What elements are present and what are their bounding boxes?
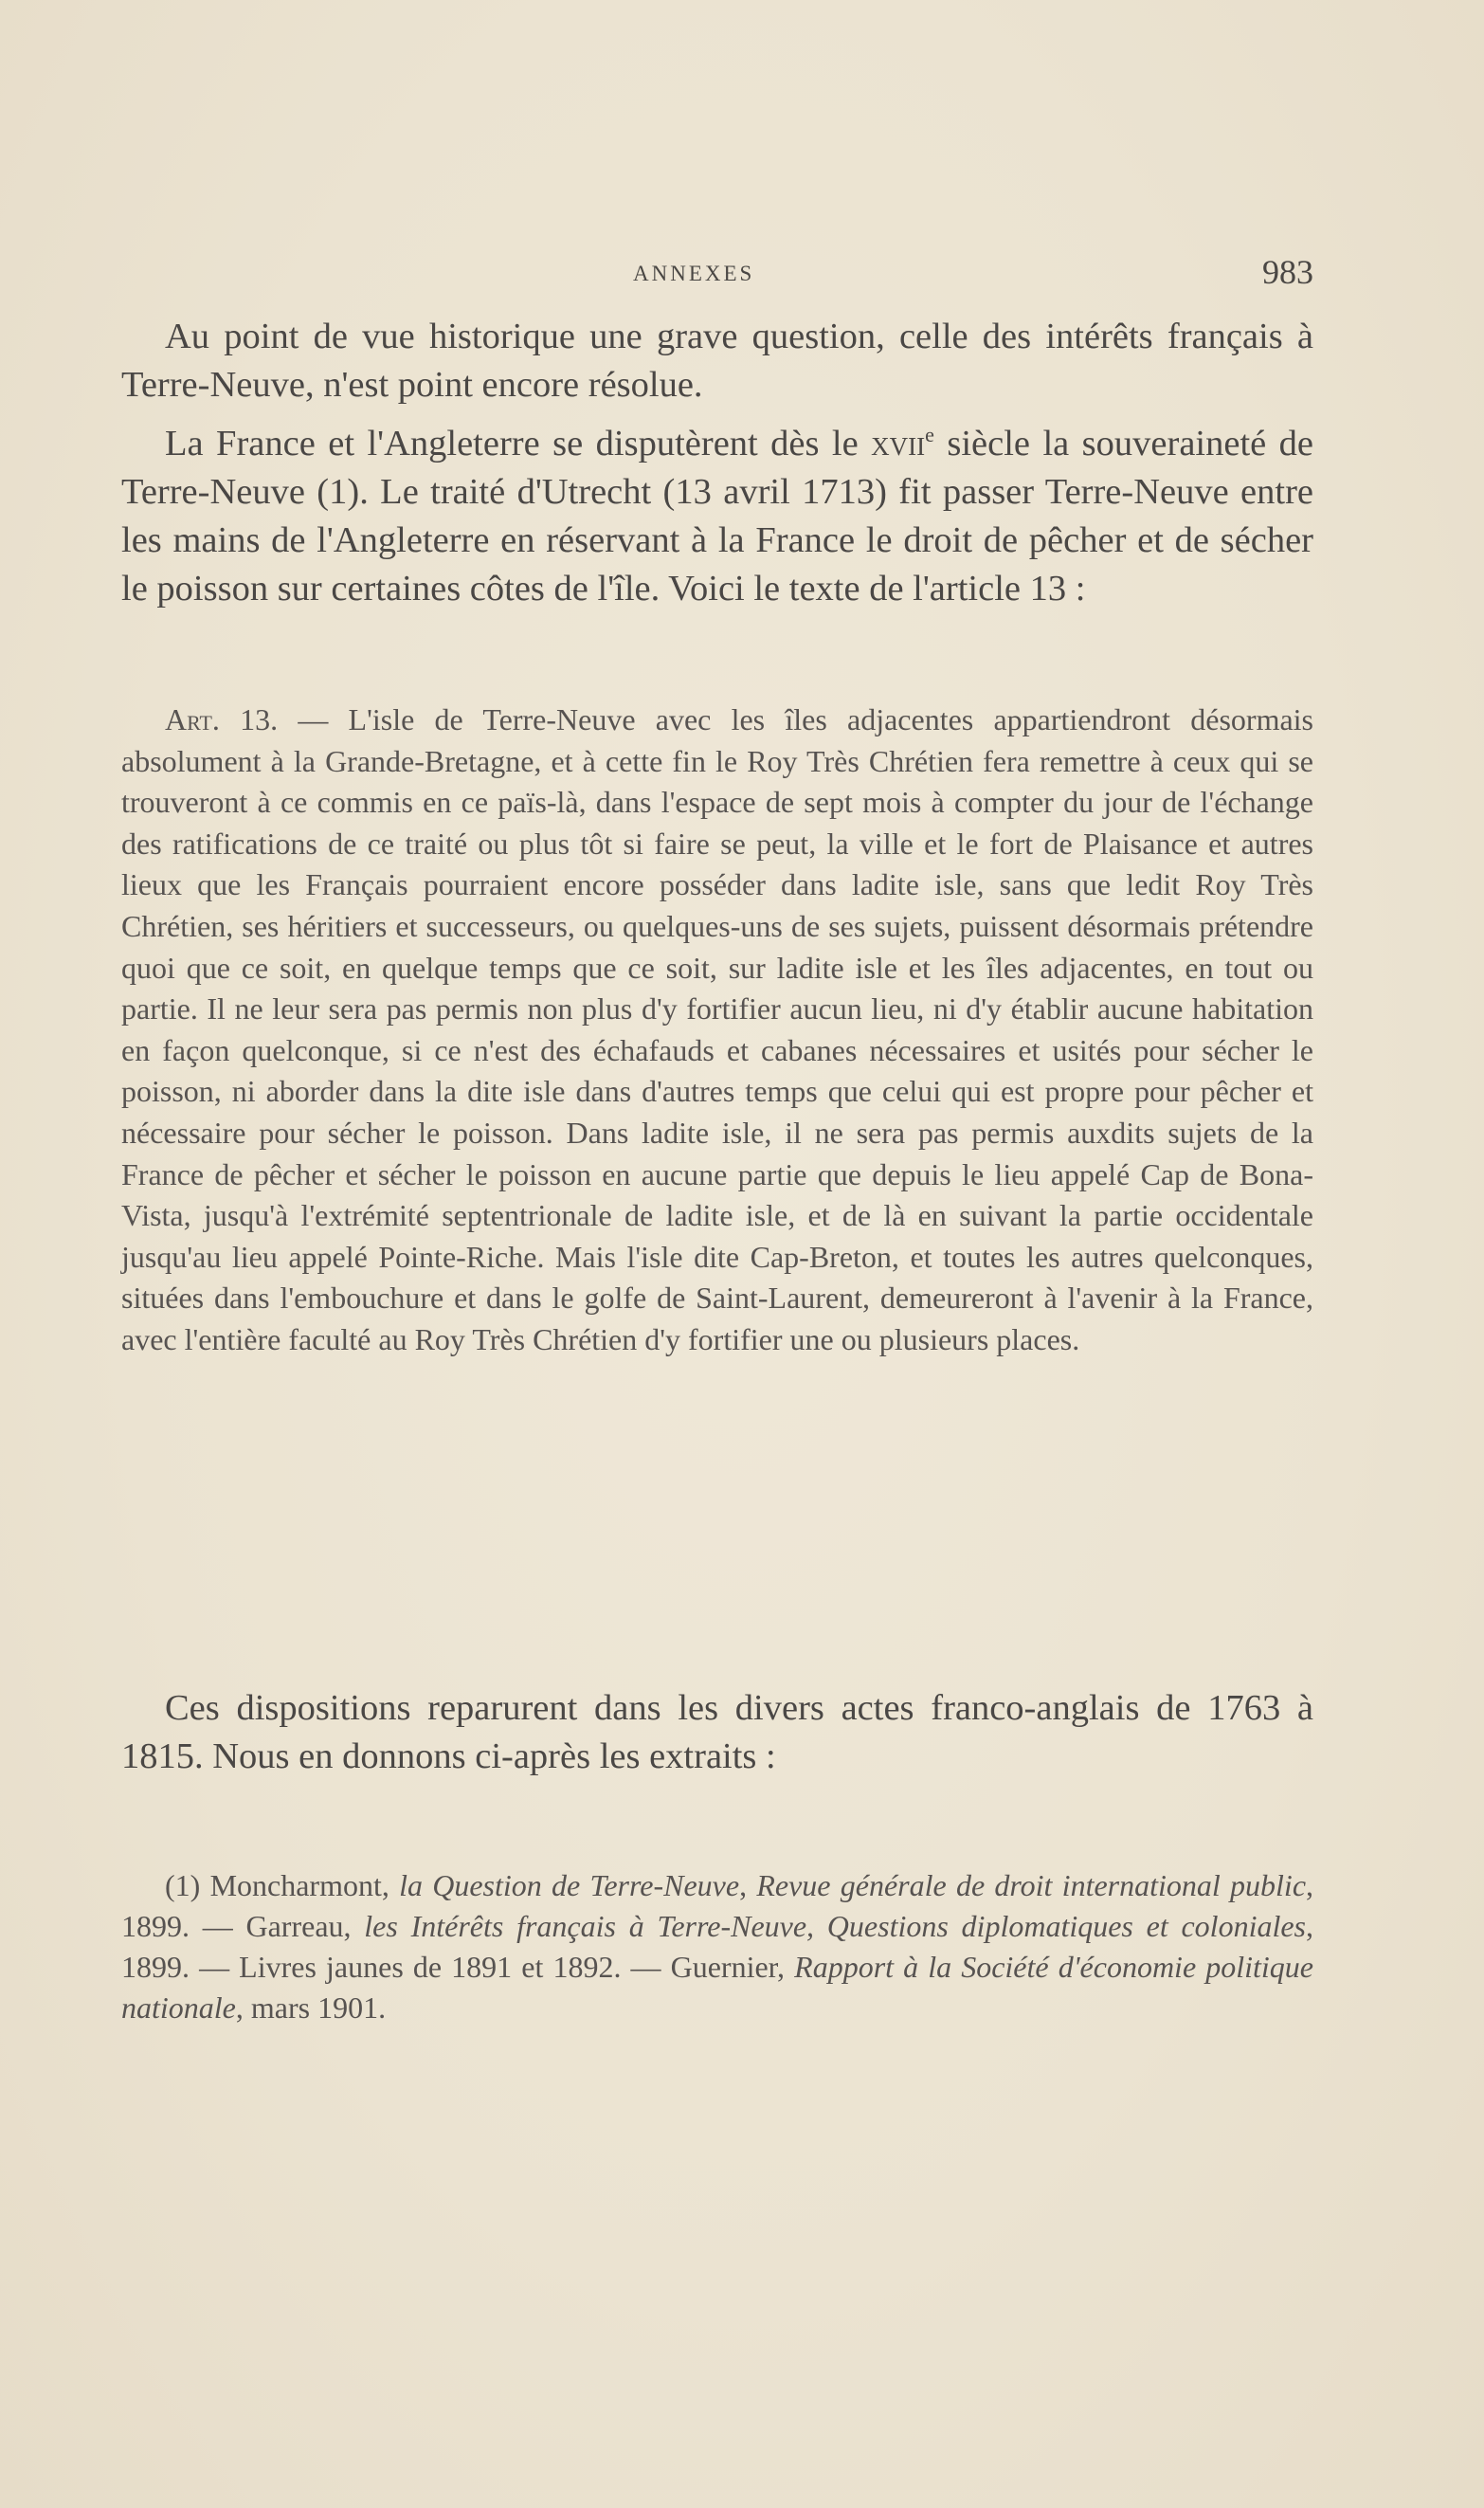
paragraph-intro: [121, 313, 1313, 409]
paragraph-treaty: [121, 410, 1313, 613]
paragraph-text-start: La France et l'Angleterre se disputèrent dès le: [165, 423, 872, 463]
footnote-author: Moncharmont,: [209, 1868, 400, 1902]
footnote-text: , 1899. — Livres jaunes de 1891 et 1892. — Guernier,: [121, 1909, 1314, 1984]
paragraph-text: [121, 410, 1313, 613]
footnote-separator: ,: [739, 1868, 757, 1902]
page-header: [121, 253, 1313, 294]
article-text: — L'isle de Terre-Neuve avec les îles adjacentes appartiendront désormais absolument à la Grande-Bretagne, et à cette fin le Roy Très Chrétien fera remettre à ceux qui se trouveront à ce commis en ce païs-là, dans l'espace de sept mois à compter du jour de l'échange des ratifications de ce traité ou plus tôt si faire se peut, la ville et le fort de Plaisance et autres lieux que les Français pourraient encore posséder dans ladite isle, sans que ledit Roy Très Chrétien, ses héritiers et successeurs, ou quelques-uns de ses sujets, puissent désormais prétendre quoi que ce soit, en quelque temps que ce soit, sur ladite isle et les îles adjacentes, en tout ou partie. Il ne leur sera pas permis non plus d'y fortifier aucun lieu, ni d'y établir aucune habitation en façon quelconque, si ce n'est des échafauds et cabanes nécessaires et usités pour sécher le poisson, ni aborder dans la dite isle dans d'autres temps que celui qui est propre pour pêcher et nécessaire pour sécher le poisson. Dans ladite isle, il ne sera pas permis auxdits sujets de la France de pêcher et sécher le poisson en aucune partie que depuis le lieu appelé Cap de Bona-Vista, jusqu'à l'extrémité septentrionale de ladite isle, et de là en suivant la partie occidentale jusqu'au lieu appelé Pointe-Riche. Mais l'isle dite Cap-Breton, et toutes les autres quelconques, situées dans l'embouchure et dans le golfe de Saint-Laurent, demeureront à l'avenir à la France, avec l'entière faculté au Roy Très Chrétien d'y fortifier une ou plusieurs places.: [121, 702, 1314, 1356]
treaty-article-quote: [121, 700, 1313, 1361]
century-superscript: e: [925, 423, 934, 446]
footnote-title: Rapport à la Société d'économie politique nationale: [121, 1950, 1314, 2025]
century-numeral: xvii: [871, 423, 926, 463]
footnote-title: les Intérêts français à Terre-Neuve, Questions diplomatiques et coloniales: [364, 1909, 1307, 1943]
footnote: [121, 1865, 1313, 2028]
footnote-text: , mars 1901.: [235, 1990, 387, 2025]
footnote-journal: Revue générale de droit international public: [756, 1868, 1307, 1902]
running-head: ANNEXES: [633, 262, 755, 285]
paragraph-text: Ces dispositions reparurent dans les divers actes franco-anglais de 1763 à 1815. Nous en donnons ci-après les extraits :: [121, 1688, 1313, 1776]
paragraph-extracts: [121, 1684, 1313, 1781]
page-number: 983: [1262, 253, 1313, 291]
footnote-text: , 1899. — Garreau,: [121, 1868, 1314, 1943]
article-label: Art. 13.: [165, 702, 279, 736]
footnote-marker: (1): [165, 1868, 210, 1902]
footnote-title: la Question de Terre-Neuve: [399, 1868, 740, 1902]
paragraph-text: Au point de vue historique une grave question, celle des intérêts français à Terre-Neuve, n'est point encore résolue.: [121, 317, 1313, 405]
paragraph-text-end: siècle la souveraineté de Terre-Neuve (1). Le traité d'Utrecht (13 avril 1713) fit passer Terre-Neuve entre les mains de l'Angleterre en réservant à la France le droit de pêcher et de sécher le poisson sur certaines côtes de l'île. Voici le texte de l'article 13 :: [121, 423, 1314, 609]
